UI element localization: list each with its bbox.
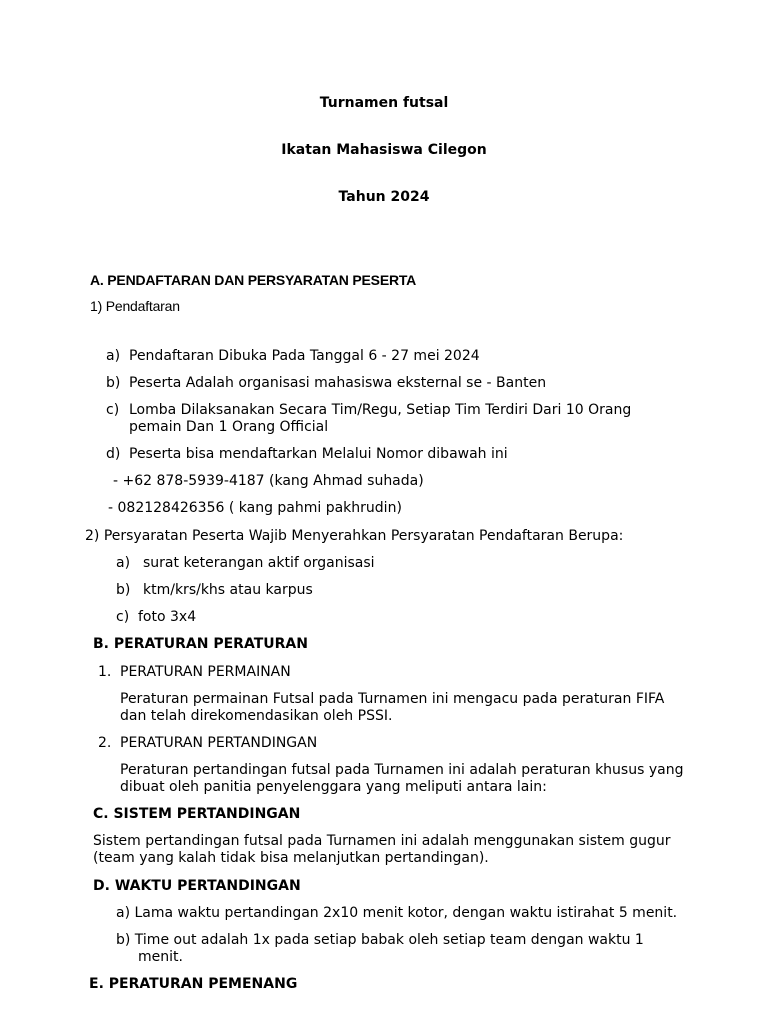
list-item: surat keterangan aktif organisasi	[143, 555, 375, 571]
section-b-heading: B. PERATURAN PERATURAN	[93, 636, 308, 652]
list-marker: a)	[106, 348, 121, 364]
list-item: Peserta Adalah organisasi mahasiswa eksternal se - Banten	[129, 375, 547, 391]
paragraph-line: dibuat oleh panitia penyelenggara yang meliputi antara lain:	[120, 779, 547, 795]
subsection-title: PERATURAN PERTANDINGAN	[120, 735, 318, 751]
doc-year: Tahun 2024	[338, 189, 430, 205]
paragraph-line: (team yang kalah tidak bisa melanjutkan pertandingan).	[93, 850, 489, 866]
list-marker: a)	[116, 555, 131, 571]
list-marker: 1.	[98, 664, 112, 680]
list-marker: b)	[106, 375, 121, 391]
paragraph-line: Sistem pertandingan futsal pada Turnamen ini adalah menggunakan sistem gugur	[93, 833, 671, 849]
list-marker: c)	[116, 609, 130, 625]
list-marker: b)	[116, 582, 131, 598]
doc-organizer: Ikatan Mahasiswa Cilegon	[281, 142, 487, 158]
list-item: Peserta bisa mendaftarkan Melalui Nomor dibawah ini	[129, 446, 508, 462]
section-a-heading: A. PENDAFTARAN DAN PERSYARATAN PESERTA	[90, 272, 417, 288]
paragraph-line: Peraturan pertandingan futsal pada Turnamen ini adalah peraturan khusus yang	[120, 762, 684, 778]
list-item: b) Time out adalah 1x pada setiap babak oleh setiap team dengan waktu 1	[116, 932, 644, 948]
list-item: Pendaftaran Dibuka Pada Tanggal 6 - 27 mei 2024	[129, 348, 480, 364]
list-marker: d)	[106, 446, 121, 462]
list-marker: c)	[106, 402, 120, 418]
section-d-heading: D. WAKTU PERTANDINGAN	[93, 878, 301, 894]
paragraph-line: dan telah direkomendasikan oleh PSSI.	[120, 708, 393, 724]
section-a-sub-requirements: 2) Persyaratan Peserta Wajib Menyerahkan Persyaratan Pendaftaran Berupa:	[85, 528, 624, 544]
section-a-sub-registration: 1) Pendaftaran	[90, 298, 180, 314]
list-item-continuation: pemain Dan 1 Orang Official	[129, 419, 329, 435]
list-marker: 2.	[98, 735, 112, 751]
list-item: foto 3x4	[138, 609, 197, 625]
contact-line: - +62 878-5939-4187 (kang Ahmad suhada)	[113, 473, 424, 489]
list-item-continuation: menit.	[138, 949, 183, 965]
list-item: Lomba Dilaksanakan Secara Tim/Regu, Setiap Tim Terdiri Dari 10 Orang	[129, 402, 632, 418]
section-e-heading: E. PERATURAN PEMENANG	[89, 976, 298, 992]
list-item: ktm/krs/khs atau karpus	[143, 582, 313, 598]
contact-line: - 082128426356 ( kang pahmi pakhrudin)	[108, 500, 402, 516]
doc-title: Turnamen futsal	[319, 95, 449, 111]
list-item: a) Lama waktu pertandingan 2x10 menit kotor, dengan waktu istirahat 5 menit.	[116, 905, 678, 921]
paragraph-line: Peraturan permainan Futsal pada Turnamen ini mengacu pada peraturan FIFA	[120, 691, 665, 707]
section-c-heading: C. SISTEM PERTANDINGAN	[93, 806, 301, 822]
subsection-title: PERATURAN PERMAINAN	[120, 664, 291, 680]
